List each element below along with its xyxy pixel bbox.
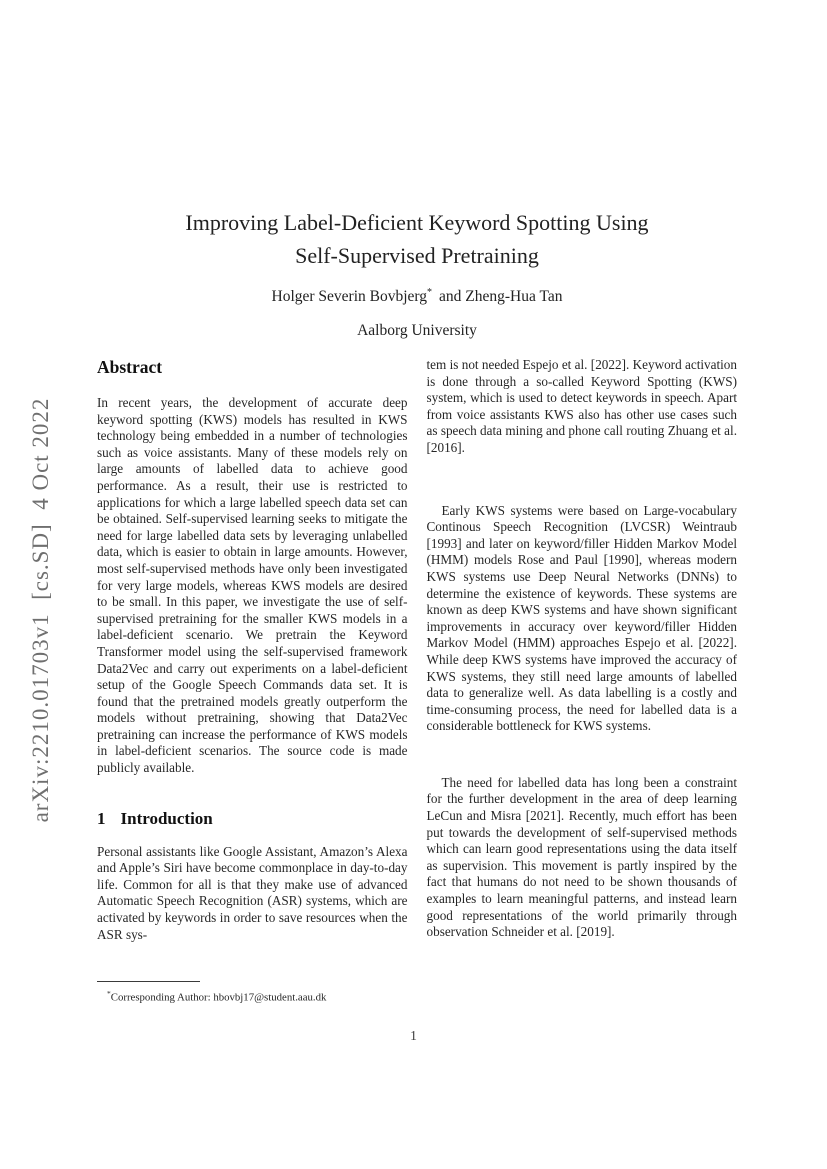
footnote-body: Corresponding Author: hbovbj17@student.aau.dk (110, 991, 327, 1004)
paper-title-line2: Self-Supervised Pretraining (295, 243, 539, 268)
introduction-paragraph: Personal assistants like Google Assistant, Amazon’s Alexa and Apple’s Siri have become commonplace in day-to-day life. Common for all is that they make use of advanced Automatic Speech Recognition (ASR) systems, which are activated by keywords in order to save resources when the ASR sys- (97, 843, 408, 942)
page-number: 1 (410, 1028, 417, 1043)
right-column-paragraph-2: Early KWS systems were based on Large-vocabulary Continous Speech Recognition (LVCSR) Weintraub [1993] and later on keyword/filler Hidden Markov Model (HMM) models Rose and Paul [1990], whereas modern KWS systems use Deep Neural Networks (DNNs) to determine the existence of keywords. These systems are known as deep KWS systems and have shown significant improvements in accuracy over keyword/filler Hidden Markov Model (HMM) approaches Espejo et al. [2022]. While deep KWS systems have improved the accuracy of KWS systems, they still need large amounts of labelled data to generalize well. As data labelling is a costly and time-consuming process, the need for labelled data is a considerable bottleneck for KWS systems. (426, 502, 737, 734)
abstract-body: In recent years, the development of accurate deep keyword spotting (KWS) models has resulted in KWS technology being embedded in a number of technologies such as voice assistants. Many of these models rely on large amounts of labelled data to achieve good performance. As a result, their use is restricted to applications for which a large labelled speech data set can be obtained. Self-supervised learning seeks to mitigate the need for large labelled data sets by leveraging unlabelled data, which is easier to obtain in large amounts. However, most self-supervised methods have only been investigated for very large models, whereas KWS models are desired to be small. In this paper, we investigate the use of self-supervised pretraining for the smaller KWS models in a label-deficient scenario. We pretrain the Keyword Transformer model using the self-supervised framework Data2Vec and carry out experiments on a label-deficient setup of the Google Speech Commands data set. It is found that the pretrained models greatly outperform the models without pretraining, showing that Data2Vec pretraining can increase the performance of KWS models in label-deficient scenarios. The source code is made publicly available. (97, 395, 408, 776)
author-footnote-marker: * (427, 287, 433, 298)
right-column-paragraph-3: The need for labelled data has long been a constraint for the further development in the area of deep learning LeCun and Misra [2021]. Recently, much effort has been put towards the development of self-supervised methods which can learn good representations using the data itself as supervision. This movement is partly inspired by the fact that humans do not need to be shown thousands of examples to learn meaningful patterns, and instead learn good representations of the world primarily through observation Schneider et al. [2019]. (426, 774, 737, 940)
authors-line (97, 287, 737, 306)
abstract-heading: Abstract (97, 357, 163, 377)
paper-title-line1: Improving Label-Deficient Keyword Spotting Using (185, 210, 649, 235)
section-heading-introduction (97, 809, 408, 829)
footnote-marker: * (107, 989, 111, 998)
footnote-rule (97, 981, 200, 982)
arxiv-stamp: arXiv:2210.01703v1 [cs.SD] 4 Oct 2022 (28, 397, 53, 823)
author-1: Holger Severin Bovbjerg (271, 288, 428, 306)
body-columns (97, 357, 737, 943)
footnote-text (97, 987, 408, 1005)
right-column-paragraph-1: tem is not needed Espejo et al. [2022]. Keyword activation is done through a so-called Keyword Spotting (KWS) system, which is used to detect keywords in speech. Apart from voice assistants KWS also has other use cases such as speech data mining and phone call routing Zhuang et al. [2016]. (426, 357, 737, 455)
affiliation: Aalborg University (357, 322, 477, 339)
paper-title (97, 206, 737, 272)
section-title: Introduction (120, 808, 213, 828)
author-2: and Zheng-Hua Tan (439, 288, 563, 306)
section-number: 1 (97, 808, 106, 828)
right-column (427, 357, 738, 943)
footnote (97, 981, 408, 1005)
left-column (97, 357, 408, 943)
